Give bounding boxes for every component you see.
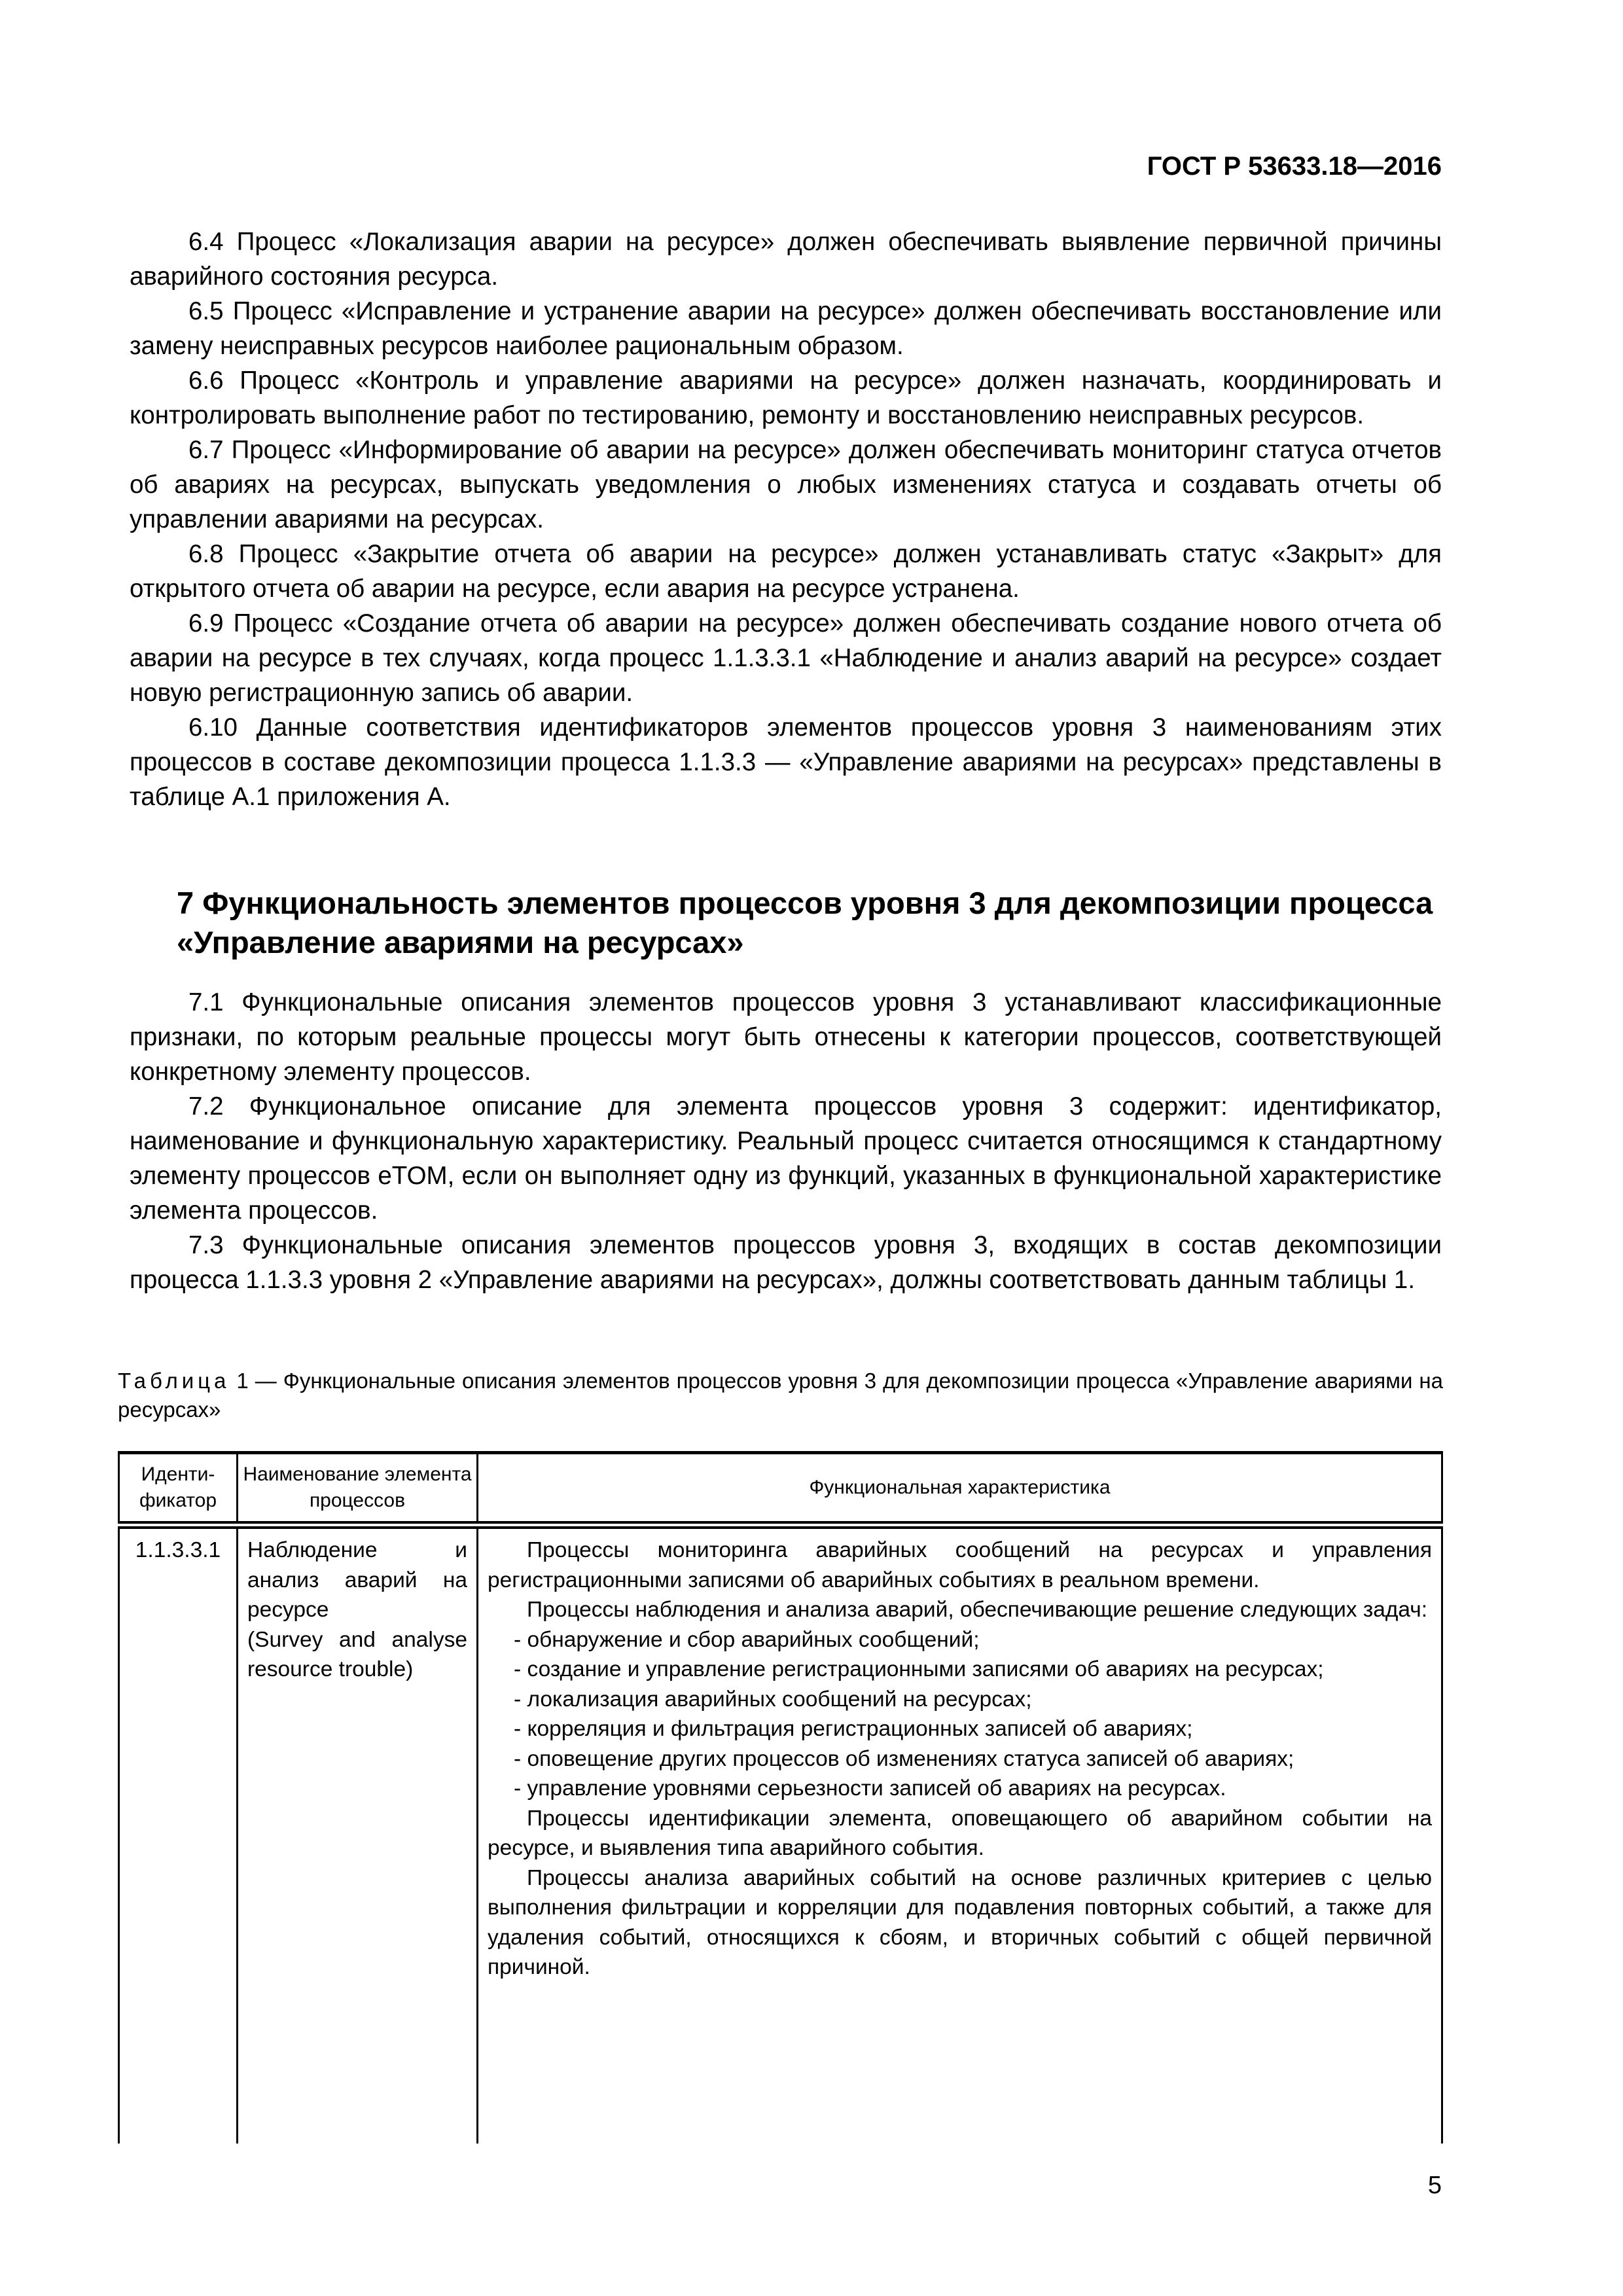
- cell-identifier: 1.1.3.3.1: [119, 1525, 238, 2144]
- paragraph-7-1: 7.1 Функциональные описания элементов процессов уровня 3 устанавливают классификационные признаки, по которым реальные процессы могут быть отнесены к категории процессов, соответствующей конкретному элементу процессов.: [130, 988, 1442, 1086]
- header-name: Наименование элемента процессов: [238, 1453, 478, 1526]
- desc-list-item: - локализация аварийных сообщений на ресурсах;: [514, 1687, 1032, 1712]
- desc-list-item: - создание и управление регистрационными записями об авариях на ресурсах;: [514, 1657, 1324, 1681]
- functional-descriptions-table: [118, 1451, 1443, 2144]
- desc-line: Процессы наблюдения и анализа аварий, обеспечивающие решение следующих задач:: [527, 1598, 1428, 1622]
- process-name-en: (Survey and analyse resource trouble): [247, 1627, 467, 1681]
- desc-list-item: - оповещение других процессов об изменениях статуса записей об авариях;: [514, 1746, 1294, 1771]
- paragraph-6-5: 6.5 Процесс «Исправление и устранение аварии на ресурсе» должен обеспечивать восстановление или замену неисправных ресурсов наиболее рациональным образом.: [130, 297, 1442, 360]
- paragraph-6-9: 6.9 Процесс «Создание отчета об аварии на ресурсе» должен обеспечивать создание нового отчета об аварии на ресурсе в тех случаях, когда процесс 1.1.3.3.1 «Наблюдение и анализ аварий на ресурсе» создает новую регистрационную запись об аварии.: [130, 609, 1442, 707]
- caption-text: 1 — Функциональные описания элементов процессов уровня 3 для декомпозиции процесса «Управление авариями на ресурсах»: [118, 1369, 1443, 1422]
- desc-line: Процессы мониторинга аварийных сообщений на ресурсах и управления регистрационными записями об аварийных событиях в реальном времени.: [488, 1538, 1432, 1592]
- paragraph-6-10: 6.10 Данные соответствия идентификаторов элементов процессов уровня 3 наименованиям этих процессов в составе декомпозиции процесса 1.1.3.3 — «Управление авариями на ресурсах» представлены в таблице А.1 приложения А.: [130, 713, 1442, 811]
- caption-label: Таблица: [118, 1369, 230, 1393]
- paragraph-7-3: 7.3 Функциональные описания элементов процессов уровня 3, входящих в состав декомпозиции процесса 1.1.3.3 уровня 2 «Управление авариями на ресурсах», должны соответствовать данным таблицы 1.: [130, 1231, 1442, 1294]
- table-row: [119, 1525, 1442, 2144]
- paragraph-6-8: 6.8 Процесс «Закрытие отчета об аварии на ресурсе» должен устанавливать статус «Закрыт» для открытого отчета об аварии на ресурсе, если авария на ресурсе устранена.: [130, 540, 1442, 603]
- cell-description: [478, 1525, 1442, 2144]
- desc-line: Процессы анализа аварийных событий на основе различных критериев с целью выполнения фильтрации и корреляции для подавления повторных событий, а также для удаления событий, относящихся к сбоям, и вторичных событий с общей первичной причиной.: [488, 1865, 1432, 1979]
- desc-list-item: - корреляция и фильтрация регистрационных записей об авариях;: [514, 1717, 1193, 1741]
- header-identifier: Иденти-фикатор: [119, 1453, 238, 1526]
- section-6-paragraphs: [130, 224, 1442, 814]
- paragraph-6-7: 6.7 Процесс «Информирование об аварии на ресурсе» должен обеспечивать мониторинг статуса отчетов об авариях на ресурсах, выпускать уведомления о любых изменениях статуса и создавать отчеты об управлении авариями на ресурсах.: [130, 436, 1442, 533]
- process-name-ru: Наблюдение и анализ аварий на ресурсе: [247, 1538, 467, 1622]
- paragraph-7-2: 7.2 Функциональное описание для элемента процессов уровня 3 содержит: идентификатор, наименование и функциональную характеристику. Реальный процесс считается относящимся к стандартному элементу процессов eTOM, если он выполняет одну из функций, указанных в функциональной характеристике элемента процессов.: [130, 1092, 1442, 1225]
- desc-list-item: - управление уровнями серьезности записей об авариях на ресурсах.: [514, 1776, 1226, 1801]
- document-number: ГОСТ Р 53633.18—2016: [1147, 152, 1442, 181]
- section-7-paragraphs: [130, 985, 1442, 1297]
- desc-line: Процессы идентификации элемента, оповещающего об аварийном событии на ресурсе, и выявления типа аварийного события.: [488, 1806, 1432, 1860]
- table-caption: [118, 1367, 1443, 1424]
- section-heading: 7 Функциональность элементов процессов уровня 3 для декомпозиции процесса «Управление авариями на ресурсах»: [177, 886, 1433, 960]
- cell-name: [238, 1525, 478, 2144]
- desc-list-item: - обнаружение и сбор аварийных сообщений;: [514, 1627, 980, 1652]
- paragraph-6-4: 6.4 Процесс «Локализация аварии на ресурсе» должен обеспечивать выявление первичной причины аварийного состояния ресурса.: [130, 228, 1442, 291]
- page-number: 5: [1427, 2172, 1442, 2199]
- header-characteristic: Функциональная характеристика: [478, 1453, 1442, 1526]
- section-7: [130, 884, 1442, 962]
- table-header-row: [119, 1453, 1442, 1526]
- paragraph-6-6: 6.6 Процесс «Контроль и управление авариями на ресурсе» должен назначать, координировать и контролировать выполнение работ по тестированию, ремонту и восстановлению неисправных ресурсов.: [130, 367, 1442, 429]
